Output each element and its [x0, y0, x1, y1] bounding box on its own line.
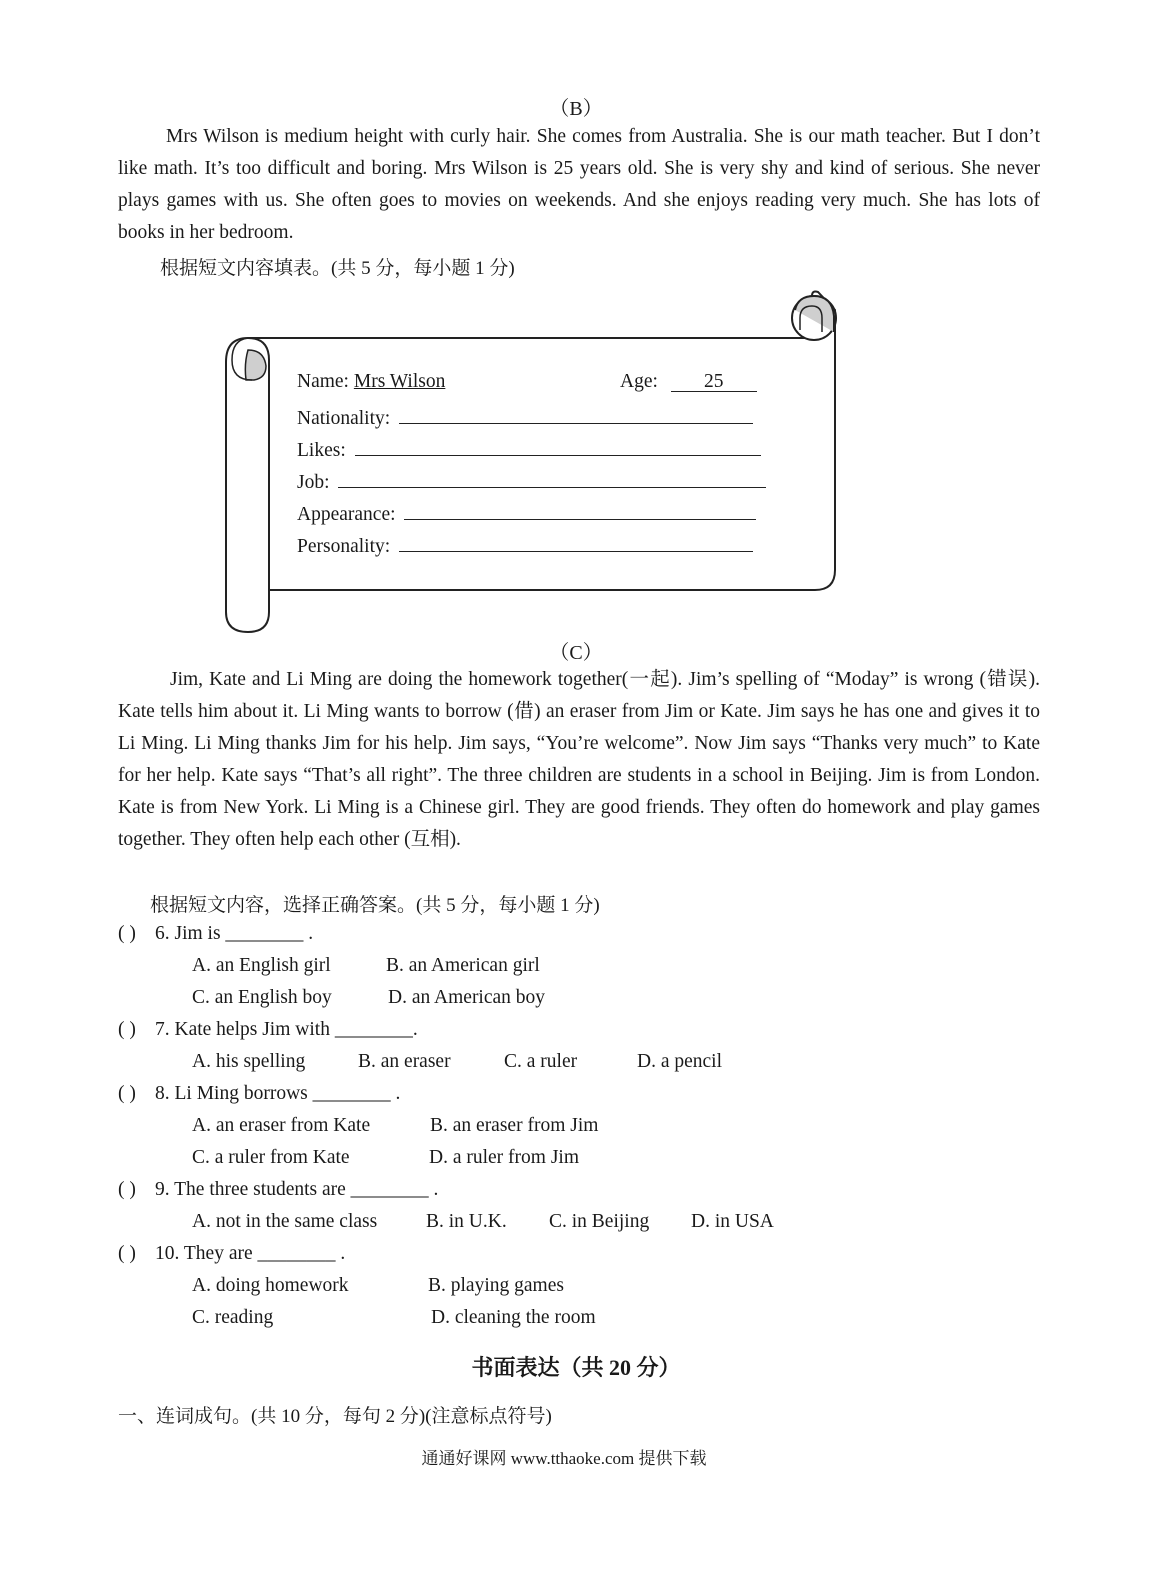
scroll-card-graphic	[0, 0, 1152, 660]
section-b-instruction: 根据短文内容填表。(共 5 分，每小题 1 分)	[160, 258, 515, 279]
name-label: Name:	[297, 371, 349, 392]
personality-label: Personality:	[297, 536, 391, 557]
option[interactable]: D. a pencil	[637, 1051, 723, 1072]
answer-paren[interactable]: ( )	[118, 1179, 136, 1200]
answer-paren[interactable]: ( )	[118, 1083, 136, 1104]
nationality-label: Nationality:	[297, 408, 391, 429]
card-job-row	[297, 467, 766, 494]
option[interactable]: C. a ruler from Kate	[192, 1147, 350, 1168]
option[interactable]: D. cleaning the room	[431, 1307, 596, 1328]
card-likes-row	[297, 435, 761, 462]
appearance-label: Appearance:	[297, 504, 396, 525]
writing-task-1: 一、连词成句。(共 10 分，每句 2 分)(注意标点符号)	[118, 1406, 552, 1427]
option[interactable]: A. an English girl	[192, 955, 331, 976]
personality-blank[interactable]	[399, 531, 753, 552]
option[interactable]: C. reading	[192, 1307, 274, 1328]
option[interactable]: B. an American girl	[386, 955, 540, 976]
age-value: 25	[704, 371, 724, 392]
age-blank	[671, 371, 757, 392]
section-b-heading: （B）	[549, 98, 603, 120]
option[interactable]: B. playing games	[428, 1275, 564, 1296]
card-name-row	[297, 371, 445, 393]
section-c-heading: （C）	[549, 642, 603, 664]
option[interactable]: C. in Beijing	[549, 1211, 650, 1232]
option[interactable]: D. a ruler from Jim	[429, 1147, 580, 1168]
option[interactable]: D. an American boy	[388, 987, 546, 1008]
name-value: Mrs Wilson	[353, 371, 446, 392]
appearance-blank[interactable]	[404, 499, 756, 520]
answer-paren[interactable]: ( )	[118, 1019, 136, 1040]
page-footer: 通通好课网 www.tthaoke.com 提供下载	[421, 1449, 707, 1468]
question-stem: 6. Jim is ________ .	[155, 923, 314, 944]
section-b-passage: Mrs Wilson is medium height with curly hair. She comes from Australia. She is our math teacher. But I don’t like math. It’s too difficult and boring. Mrs Wilson is 25 years old. She is very shy and kind of serious. She never plays games with us. She often goes to movies on weekends. And she enjoys reading very much. She has lots of books in her bedroom.	[118, 126, 1040, 243]
option[interactable]: A. his spelling	[192, 1051, 306, 1072]
age-label: Age:	[620, 371, 658, 392]
option[interactable]: D. in USA	[691, 1211, 774, 1232]
writing-section-title: 书面表达（共 20 分）	[471, 1355, 681, 1380]
card-appearance-row	[297, 499, 756, 526]
question-stem: 8. Li Ming borrows ________ .	[155, 1083, 401, 1104]
answer-paren[interactable]: ( )	[118, 1243, 136, 1264]
option[interactable]: A. not in the same class	[192, 1211, 378, 1232]
question-stem: 10. They are ________ .	[155, 1243, 346, 1264]
option[interactable]: A. doing homework	[192, 1275, 349, 1296]
job-blank[interactable]	[338, 467, 766, 488]
job-label: Job:	[297, 472, 330, 493]
option[interactable]: A. an eraser from Kate	[192, 1115, 371, 1136]
option[interactable]: C. a ruler	[504, 1051, 578, 1072]
likes-blank[interactable]	[355, 435, 761, 456]
option[interactable]: C. an English boy	[192, 987, 332, 1008]
card-nationality-row	[297, 403, 753, 430]
section-c-passage: Jim, Kate and Li Ming are doing the homework together(一起). Jim’s spelling of “Moday” is wrong (错误). Kate tells him about it. Li Ming wants to borrow (借) an eraser from Jim or Kate. Jim says he has one and gives it to Li Ming. Li Ming thanks Jim for his help. Jim says, “You’re welcome”. Now Jim says “Thanks very much” to Kate for her help. Kate says “That’s all right”. The three children are students in a school in Beijing. Jim is from London. Kate is from New York. Li Ming is a Chinese girl. They are good friends. They often do homework and play games together. They often help each other (互相).	[118, 669, 1040, 850]
question-stem: 9. The three students are ________ .	[155, 1179, 439, 1200]
option[interactable]: B. an eraser from Jim	[430, 1115, 599, 1136]
answer-paren[interactable]: ( )	[118, 923, 136, 944]
section-c-instruction: 根据短文内容，选择正确答案。(共 5 分，每小题 1 分)	[150, 895, 600, 916]
card-age-row	[620, 371, 757, 393]
option[interactable]: B. an eraser	[358, 1051, 451, 1072]
nationality-blank[interactable]	[399, 403, 753, 424]
option[interactable]: B. in U.K.	[426, 1211, 507, 1232]
question-stem: 7. Kate helps Jim with ________.	[155, 1019, 418, 1040]
card-personality-row	[297, 531, 753, 558]
likes-label: Likes:	[297, 440, 346, 461]
